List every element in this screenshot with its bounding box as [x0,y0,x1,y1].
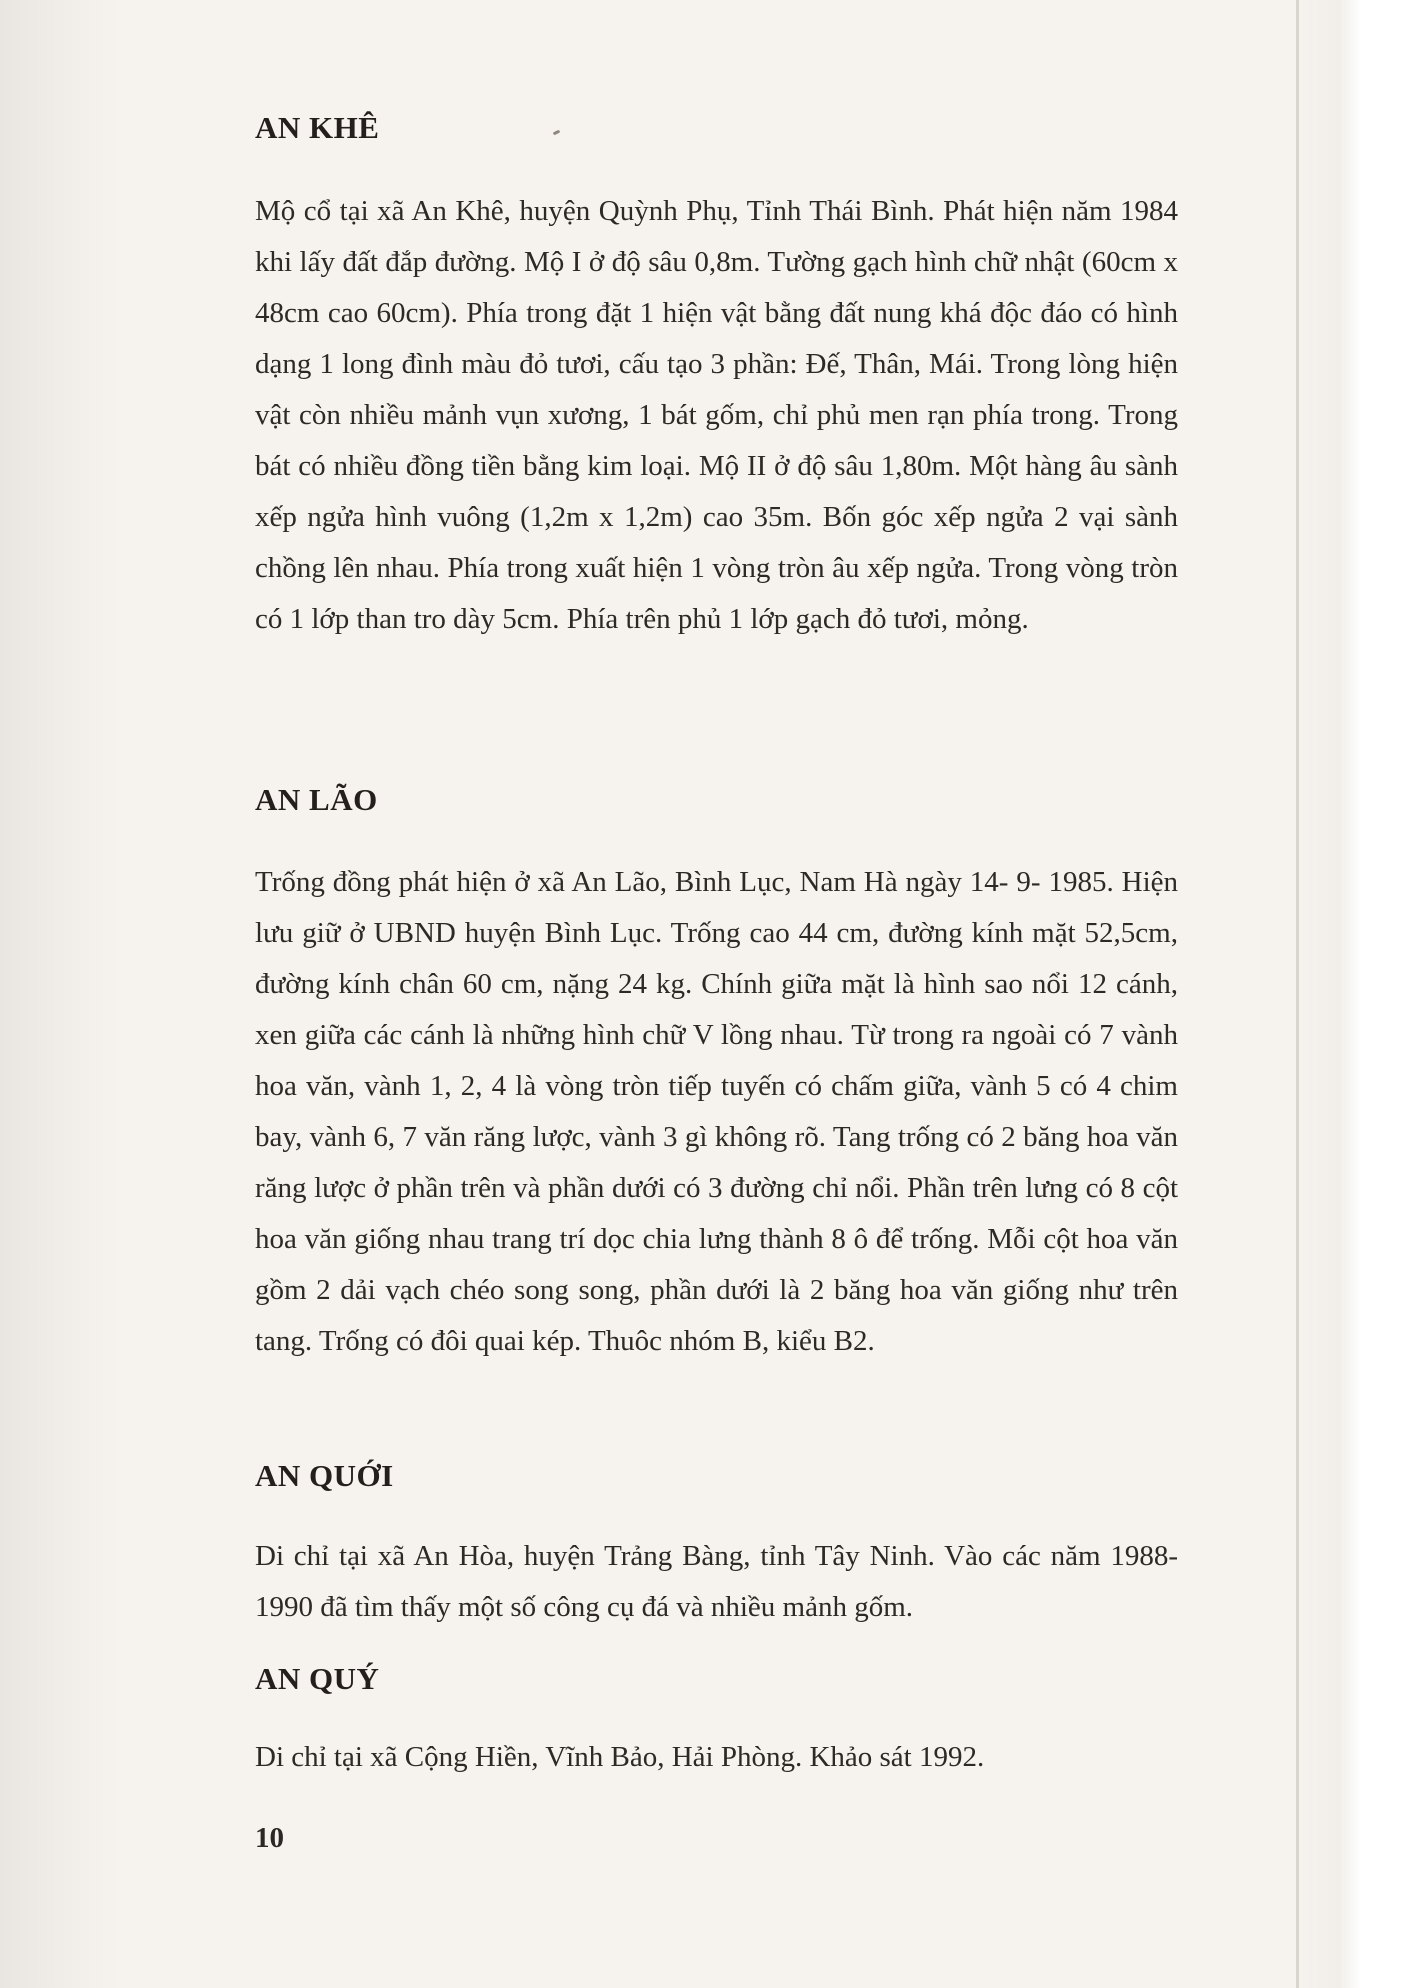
entry-heading-an-quoi: AN QUỚI [255,1458,394,1493]
page-left-shadow [0,0,122,1988]
page-right-margin [1295,0,1405,1988]
entry-text-an-quy: Di chỉ tại xã Cộng Hiền, Vĩnh Bảo, Hải Phòng. Khảo sát 1992. [255,1741,985,1773]
entry-heading-an-quy: AN QUÝ [255,1661,380,1696]
entry-text-an-quoi: Di chỉ tại xã An Hòa, huyện Trảng Bàng, tỉnh Tây Ninh. Vào các năm 1988- 1990 đã tìm thấy một số công cụ đá và nhiều mảnh gốm. [255,1540,1178,1623]
entry-text-an-khe: Mộ cổ tại xã An Khê, huyện Quỳnh Phụ, Tỉnh Thái Bình. Phát hiện năm 1984 khi lấy đất đắp đường. Mộ I ở độ sâu 0,8m. Tường gạch hình chữ nhật (60cm x 48cm cao 60cm). Phía trong đặt 1 hiện vật bằng đất nung khá độc đáo có hình dạng 1 long đình màu đỏ tươi, cấu tạo 3 phần: Đế, Thân, Mái. Trong lòng hiện vật còn nhiều mảnh vụn xương, 1 bát gốm, chỉ phủ men rạn phía trong. Trong bát có nhiều đồng tiền bằng kim loại. Mộ II ở độ sâu 1,80m. Một hàng âu sành xếp ngửa hình vuông (1,2m x 1,2m) cao 35m. Bốn góc xếp ngửa 2 vại sành chồng lên nhau. Phía trong xuất hiện 1 vòng tròn âu xếp ngửa. Trong vòng tròn có 1 lớp than tro dày 5cm. Phía trên phủ 1 lớp gạch đỏ tươi, mỏng. [255,195,1178,635]
entry-text-an-lao: Trống đồng phát hiện ở xã An Lão, Bình Lục, Nam Hà ngày 14- 9- 1985. Hiện lưu giữ ở UBND huyện Bình Lục. Trống cao 44 cm, đường kính mặt 52,5cm, đường kính chân 60 cm, nặng 24 kg. Chính giữa mặt là hình sao nổi 12 cánh, xen giữa các cánh là những hình chữ V lồng nhau. Từ trong ra ngoài có 7 vành hoa văn, vành 1, 2, 4 là vòng tròn tiếp tuyến có chấm giữa, vành 5 có 4 chim bay, vành 6, 7 văn răng lược, vành 3 gì không rõ. Tang trống có 2 băng hoa văn răng lược ở phần trên và phần dưới có 3 đường chỉ nổi. Phần trên lưng có 8 cột hoa văn giống nhau trang trí dọc chia lưng thành 8 ô để trống. Mỗi cột hoa văn gồm 2 dải vạch chéo song song, phần dưới là 2 băng hoa văn giống như trên tang. Trống có đôi quai kép. Thuôc nhóm B, kiểu B2. [255,866,1178,1357]
entry-heading-an-khe: AN KHÊ [255,110,380,145]
page-edge-line [1296,0,1299,1988]
page-number: 10 [255,1822,284,1854]
scan-speck [553,130,561,136]
entry-heading-an-lao: AN LÃO [255,782,378,817]
